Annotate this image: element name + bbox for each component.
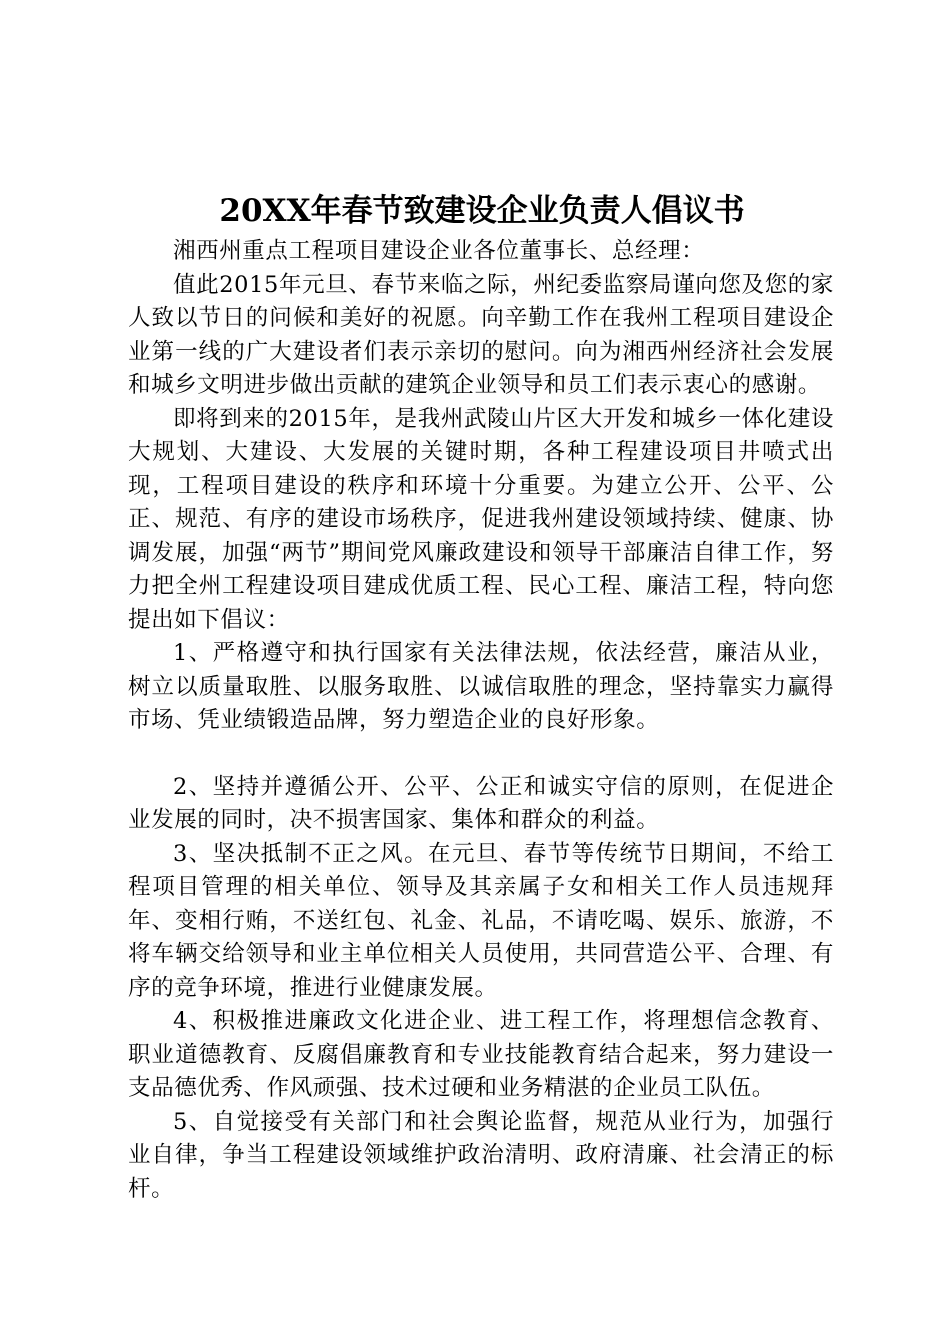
document-title: 20XX年春节致建设企业负责人倡议书 [219, 193, 745, 229]
blank-line [128, 738, 834, 771]
proposal-item-3: 3、坚决抵制不正之风。在元旦、春节等传统节日期间，不给工程项目管理的相关单位、领导及其亲属子女和相关工作人员违规拜年、变相行贿，不送红包、礼金、礼品，不请吃喝、娱乐、旅游，不将车辆交给领导和业主单位相关人员使用，共同营造公平、合理、有序的竞争环境，推进行业健康发展。 [128, 840, 834, 1001]
document-page [128, 187, 834, 1206]
proposal-item-2: 2、坚持并遵循公开、公平、公正和诚实守信的原则，在促进企业发展的同时，决不损害国家、集体和群众的利益。 [128, 773, 834, 833]
salutation: 湘西州重点工程项目建设企业各位董事长、总经理： [173, 238, 705, 264]
paragraph-background: 即将到来的2015年，是我州武陵山片区大开发和城乡一体化建设大规划、大建设、大发展的关键时期，各种工程建设项目井喷式出现，工程项目建设的秩序和环境十分重要。为建立公开、公平、公正、规范、有序的建设市场秩序，促进我州建设领域持续、健康、协调发展，加强“两节”期间党风廉政建设和领导干部廉洁自律工作，努力把全州工程建设项目建成优质工程、民心工程、廉洁工程，特向您提出如下倡议： [128, 405, 834, 633]
proposal-item-5: 5、自觉接受有关部门和社会舆论监督，规范从业行为，加强行业自律，争当工程建设领域维护政治清明、政府清廉、社会清正的标杆。 [128, 1108, 834, 1202]
proposal-item-1: 1、严格遵守和执行国家有关法律法规，依法经营，廉洁从业，树立以质量取胜、以服务取胜、以诚信取胜的理念，坚持靠实力赢得市场、凭业绩锻造品牌，努力塑造企业的良好形象。 [128, 640, 834, 733]
proposal-item-4: 4、积极推进廉政文化进企业、进工程工作，将理想信念教育、职业道德教育、反腐倡廉教育和专业技能教育结合起来，努力建设一支品德优秀、作风顽强、技术过硬和业务精湛的企业员工队伍。 [128, 1008, 834, 1101]
paragraph-greeting: 值此2015年元旦、春节来临之际，州纪委监察局谨向您及您的家人致以节日的问候和美好的祝愿。向辛勤工作在我州工程项目建设企业第一线的广大建设者们表示亲切的慰问。向为湘西州经济社会发展和城乡文明进步做出贡献的建筑企业领导和员工们表示衷心的感谢。 [128, 271, 834, 398]
